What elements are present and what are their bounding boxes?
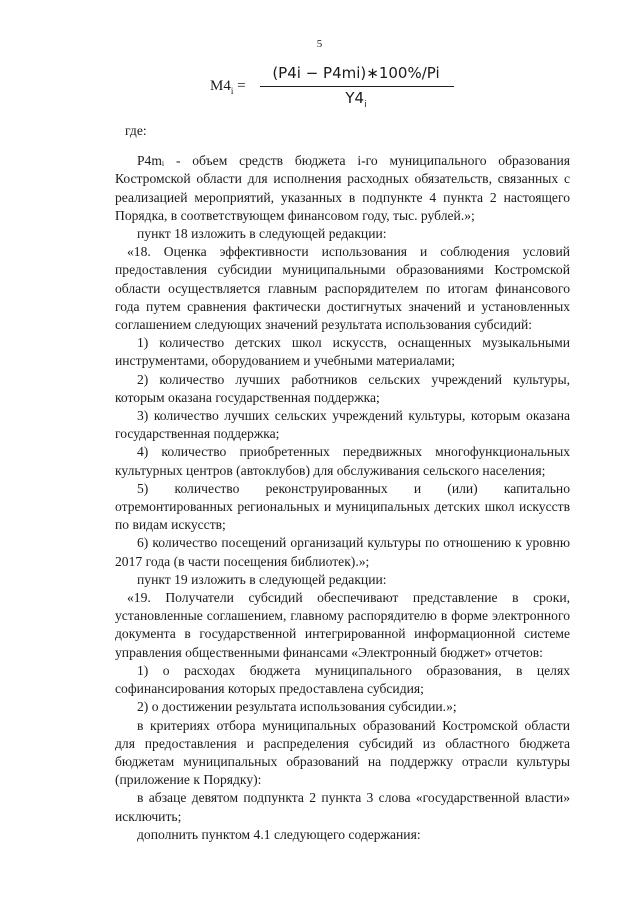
formula-numerator: (P4i − P4mi)∗100%/Pi <box>272 64 440 82</box>
paragraph-result-6: 6) количество посещений организаций культуры по отношению к уровню 2017 года (в части посещения библиотек).»; <box>115 535 570 569</box>
paragraph-result-1: 1) количество детских школ искусств, оснащенных музыкальными инструментами, оборудованием и учебными материалами; <box>115 335 570 369</box>
formula-denominator <box>258 89 454 110</box>
paragraph-result-5: 5) количество реконструированных и (или) капитально отремонтированных региональных и муниципальных детских школ искусств по видам искусств; <box>115 480 570 533</box>
formula-lhs-subscript: i <box>230 86 234 96</box>
paragraph-report-1: 1) о расходах бюджета муниципального образования, в целях софинансирования которых предоставлена субсидия; <box>115 662 570 697</box>
paragraph-item19-intro: пункт 19 изложить в следующей редакции: <box>137 571 387 587</box>
formula-denominator-subscript: i <box>364 100 367 110</box>
paragraph-abzac-nine: в абзаце девятом подпункта 2 пункта 3 слова «государственной власти» исключить; <box>115 790 570 824</box>
paragraph-item18-text: «18. Оценка эффективности использования и соблюдения условий предоставления субсидии муниципальными образованиями Костромской области осуществляется главным распорядителем по итогам финансового года путем сравнения фактически достигнутых значений и установленных соглашением следующих значений результата использования субсидий: <box>115 244 570 333</box>
paragraph-p4mi-definition: P4mᵢ - объем средств бюджета i-го муниципального образования Костромской области для исполнения расходных обязательств, связанных с реализацией мероприятий, указанных в подпункте 4 пункта 2 настоящего Порядка, в соответствующем финансовом году, тыс. рублей.»; <box>115 153 570 223</box>
body-text <box>115 120 570 844</box>
paragraph-result-2: 2) количество лучших работников сельских учреждений культуры, которым оказана государственная поддержка; <box>115 371 570 405</box>
paragraph-item18-intro: пункт 18 изложить в следующей редакции: <box>137 226 387 242</box>
formula-lhs-symbol: M4 <box>210 78 231 94</box>
page-number: 5 <box>316 38 323 50</box>
formula-fraction-bar <box>260 86 454 87</box>
paragraph-item19-text: «19. Получатели субсидий обеспечивают представление в сроки, установленные соглашением, главному распорядителю в форме электронного документа в государственной интегрированной информационной системе управления общественными финансами «Электронный бюджет» отчетов: <box>115 590 570 660</box>
formula-lhs <box>210 78 246 96</box>
paragraph-add-4-1: дополнить пунктом 4.1 следующего содержания: <box>137 826 421 842</box>
formula-denominator-symbol: Y4 <box>345 89 365 107</box>
paragraph-result-3: 3) количество лучших сельских учреждений культуры, которым оказана государственная поддержка; <box>115 408 570 442</box>
paragraph-where: где: <box>125 123 147 138</box>
formula-equals: = <box>237 78 246 94</box>
paragraph-report-2: 2) о достижении результата использования субсидии.»; <box>137 699 457 715</box>
paragraph-result-4: 4) количество приобретенных передвижных многофункциональных культурных центров (автоклубов) для обслуживания сельского населения; <box>115 444 570 478</box>
paragraph-criteria: в критериях отбора муниципальных образований Костромской области для предоставления и распределения субсидий из областного бюджета бюджетам муниципальных образований на поддержку отрасли культуры (приложение к Порядку): <box>115 717 570 788</box>
formula-m4 <box>210 64 470 110</box>
